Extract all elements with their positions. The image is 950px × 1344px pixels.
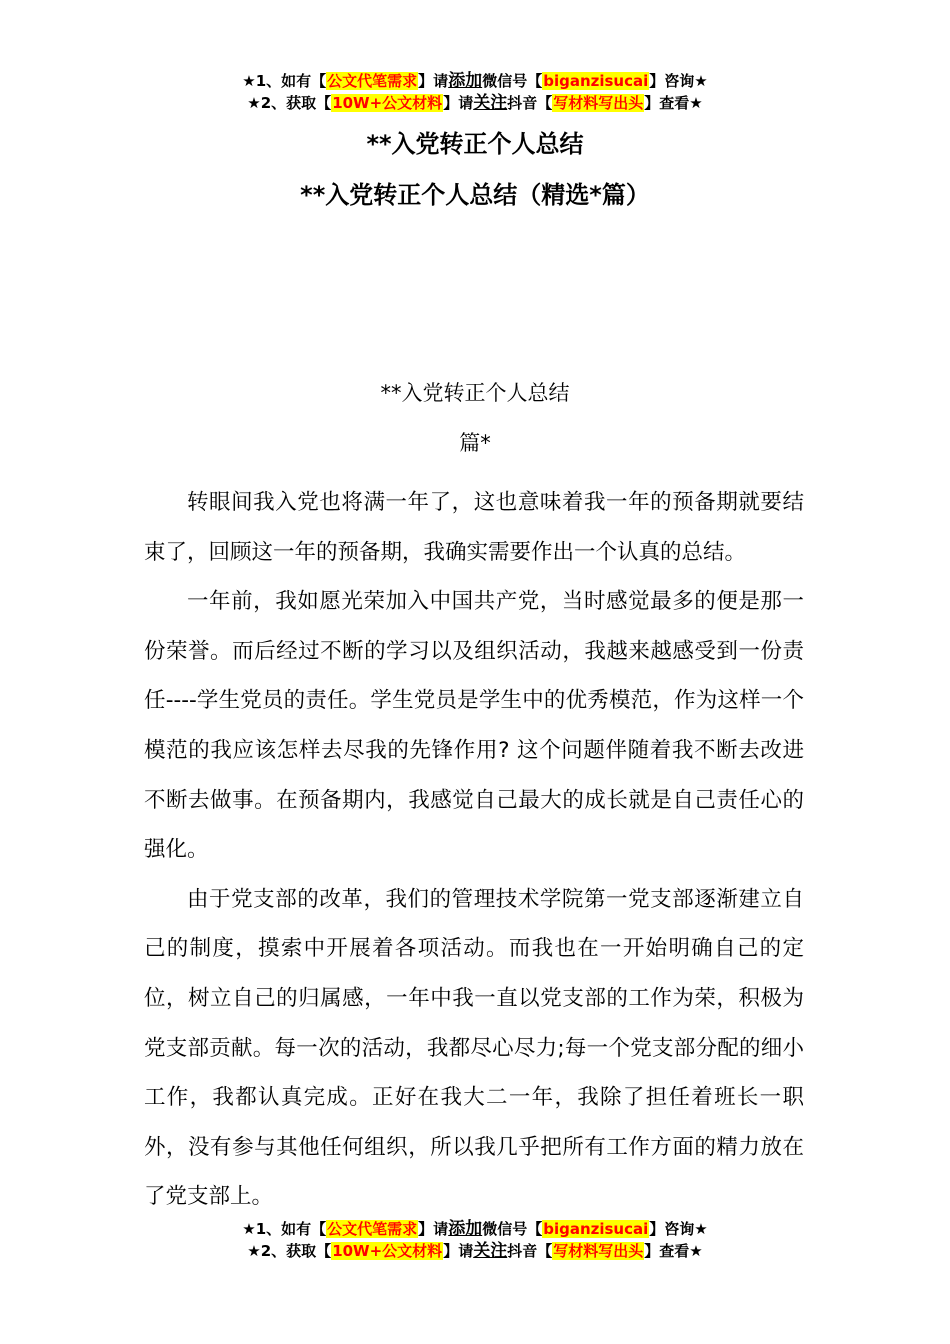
promo-banner-bottom <box>0 1218 950 1262</box>
promo-highlight: 10W+公文材料 <box>332 1242 443 1260</box>
star-icon: ★ <box>242 72 256 90</box>
promo-line-1: ★1、如有【公文代笔需求】请添加微信号【biganzisucai】咨询★ <box>242 71 708 91</box>
promo-underline: 添加 <box>448 1219 483 1239</box>
promo-douyin-id: 写材料写出头 <box>553 94 644 112</box>
document-subtitle: **入党转正个人总结（精选*篇） <box>300 181 650 209</box>
promo-line-2: ★2、获取【10W+公文材料】请关注抖音【写材料写出头】查看★ <box>247 1241 703 1261</box>
section-title: **入党转正个人总结 <box>380 381 570 405</box>
promo-highlight: 公文代笔需求 <box>327 1220 418 1238</box>
promo-highlight: 10W+公文材料 <box>332 94 443 112</box>
star-icon: ★ <box>242 1220 256 1238</box>
star-icon: ★ <box>689 94 703 112</box>
star-icon: ★ <box>694 1220 708 1238</box>
section-number: 篇* <box>459 431 491 455</box>
promo-wechat-id: biganzisucai <box>543 72 649 90</box>
star-icon: ★ <box>694 72 708 90</box>
document-body <box>144 478 804 1222</box>
promo-highlight: 公文代笔需求 <box>327 72 418 90</box>
promo-underline: 添加 <box>448 71 483 91</box>
star-icon: ★ <box>689 1242 703 1260</box>
star-icon: ★ <box>247 94 261 112</box>
document-title: **入党转正个人总结 <box>366 130 584 158</box>
promo-line-2: ★2、获取【10W+公文材料】请关注抖音【写材料写出头】查看★ <box>247 93 703 113</box>
promo-douyin-id: 写材料写出头 <box>553 1242 644 1260</box>
promo-banner-top <box>0 70 950 114</box>
body-paragraph: 转眼间我入党也将满一年了，这也意味着我一年的预备期就要结束了，回顾这一年的预备期，我确实需要作出一个认真的总结。 <box>144 490 804 565</box>
body-paragraph: 由于党支部的改革，我们的管理技术学院第一党支部逐渐建立自己的制度，摸索中开展着各项活动。而我也在一开始明确自己的定位，树立自己的归属感，一年中我一直以党支部的工作为荣，积极为党支部贡献。每一次的活动，我都尽心尽力;每一个党支部分配的细小工作，我都认真完成。正好在我大二一年，我除了担任着班长一职外，没有参与其他任何组织，所以我几乎把所有工作方面的精力放在了党支部上。 <box>144 886 804 1210</box>
star-icon: ★ <box>247 1242 261 1260</box>
promo-underline: 关注 <box>473 1241 508 1261</box>
promo-line-1: ★1、如有【公文代笔需求】请添加微信号【biganzisucai】咨询★ <box>242 1219 708 1239</box>
promo-wechat-id: biganzisucai <box>543 1220 649 1238</box>
body-paragraph: 一年前，我如愿光荣加入中国共产党，当时感觉最多的便是那一份荣誉。而后经过不断的学习以及组织活动，我越来越感受到一份责任----学生党员的责任。学生党员是学生中的优秀模范，作为这样一个模范的我应该怎样去尽我的先锋作用? 这个问题伴随着我不断去改进不断去做事。在预备期内，我感觉自己最大的成长就是自己责任心的强化。 <box>144 589 804 863</box>
promo-underline: 关注 <box>473 93 508 113</box>
